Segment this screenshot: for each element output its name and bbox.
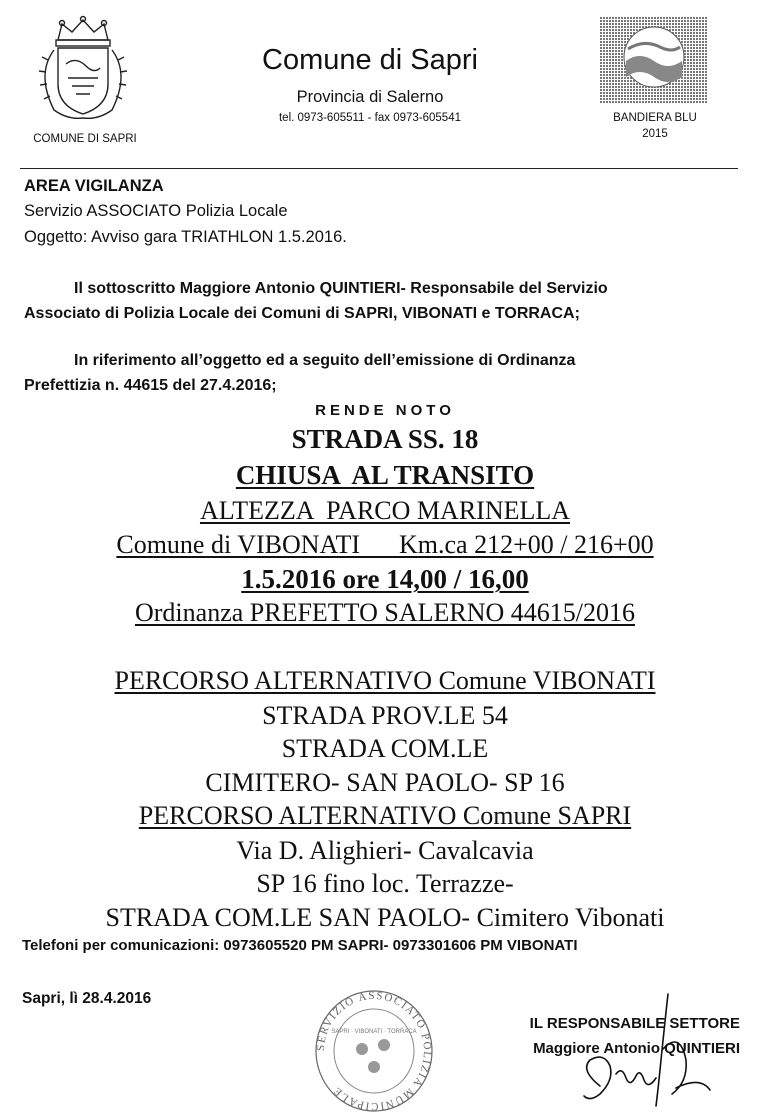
ordinance-reference: Ordinanza PREFETTO SALERNO 44615/2016 xyxy=(135,598,635,627)
detour-sapri-step: Via D. Alighieri- Cavalcavia xyxy=(236,836,534,865)
phone-contacts: Telefoni per comunicazioni: 0973605520 PM SAPRI- 0973301606 PM VIBONATI xyxy=(22,937,578,954)
service-label: Servizio ASSOCIATO Polizia Locale xyxy=(24,202,288,220)
flag-caption-year: 2015 xyxy=(642,128,668,140)
header-divider xyxy=(20,168,738,169)
closure-location: ALTEZZA PARCO MARINELLA xyxy=(199,496,571,525)
blue-flag-logo-icon xyxy=(600,17,708,103)
subject-line: Oggetto: Avviso gara TRIATHLON 1.5.2016. xyxy=(24,228,347,246)
signer-role: IL RESPONSABILE SETTORE xyxy=(529,1015,740,1032)
contact-numbers: tel. 0973-605511 - fax 0973-605541 xyxy=(278,112,461,124)
closed-notice: CHIUSA AL TRANSITO xyxy=(235,460,535,490)
closure-municipality-km: Comune di VIBONATI Km.ca 212+00 / 216+00 xyxy=(116,530,654,559)
paragraph-line: In riferimento all’oggetto ed a seguito dell’emissione di Ordinanza xyxy=(74,352,576,369)
rende-noto-heading: RENDE NOTO xyxy=(315,402,455,419)
detour-vibonati-title: PERCORSO ALTERNATIVO Comune VIBONATI xyxy=(114,666,656,695)
province-label: Provincia di Salerno xyxy=(296,88,444,106)
undersigned-paragraph xyxy=(24,276,724,326)
crest-caption: COMUNE DI SAPRI xyxy=(33,133,137,145)
town-title: Comune di Sapri xyxy=(262,44,478,76)
closure-datetime: 1.5.2016 ore 14,00 / 16,00 xyxy=(241,564,529,594)
flag-caption xyxy=(585,110,725,142)
detour-sapri-step: SP 16 fino loc. Terrazze- xyxy=(256,869,514,898)
detour-vibonati-step: CIMITERO- SAN PAOLO- SP 16 xyxy=(205,768,565,797)
stamp-inner-text: SAPRI · VIBONATI · TORRACA xyxy=(331,1029,417,1035)
closed-road-name: STRADA SS. 18 xyxy=(291,424,479,454)
official-stamp-icon xyxy=(312,987,436,1115)
stamp-ring-text: SERVIZIO ASSOCIATO POLIZIA MUNICIPALE xyxy=(314,989,434,1113)
handwritten-signature-icon xyxy=(560,990,720,1110)
flag-caption-title: BANDIERA BLU xyxy=(613,112,697,124)
detour-sapri-step: STRADA COM.LE SAN PAOLO- Cimitero Vibonati xyxy=(105,903,665,932)
area-title: AREA VIGILANZA xyxy=(24,177,164,195)
paragraph-line: Associato di Polizia Locale dei Comuni di SAPRI, VIBONATI e TORRACA; xyxy=(24,305,580,322)
detour-vibonati-step: STRADA PROV.LE 54 xyxy=(262,701,508,730)
municipal-crest-icon xyxy=(28,14,138,126)
reference-paragraph xyxy=(24,348,724,398)
issue-date: Sapri, lì 28.4.2016 xyxy=(22,990,152,1007)
paragraph-line: Prefettizia n. 44615 del 27.4.2016; xyxy=(24,377,277,394)
detour-vibonati-step: STRADA COM.LE xyxy=(281,734,489,763)
signer-name: Maggiore Antonio QUINTIERI xyxy=(533,1040,740,1057)
detour-sapri-title: PERCORSO ALTERNATIVO Comune SAPRI xyxy=(138,801,632,830)
paragraph-line: Il sottoscritto Maggiore Antonio QUINTIERI- Responsabile del Servizio xyxy=(74,280,608,297)
